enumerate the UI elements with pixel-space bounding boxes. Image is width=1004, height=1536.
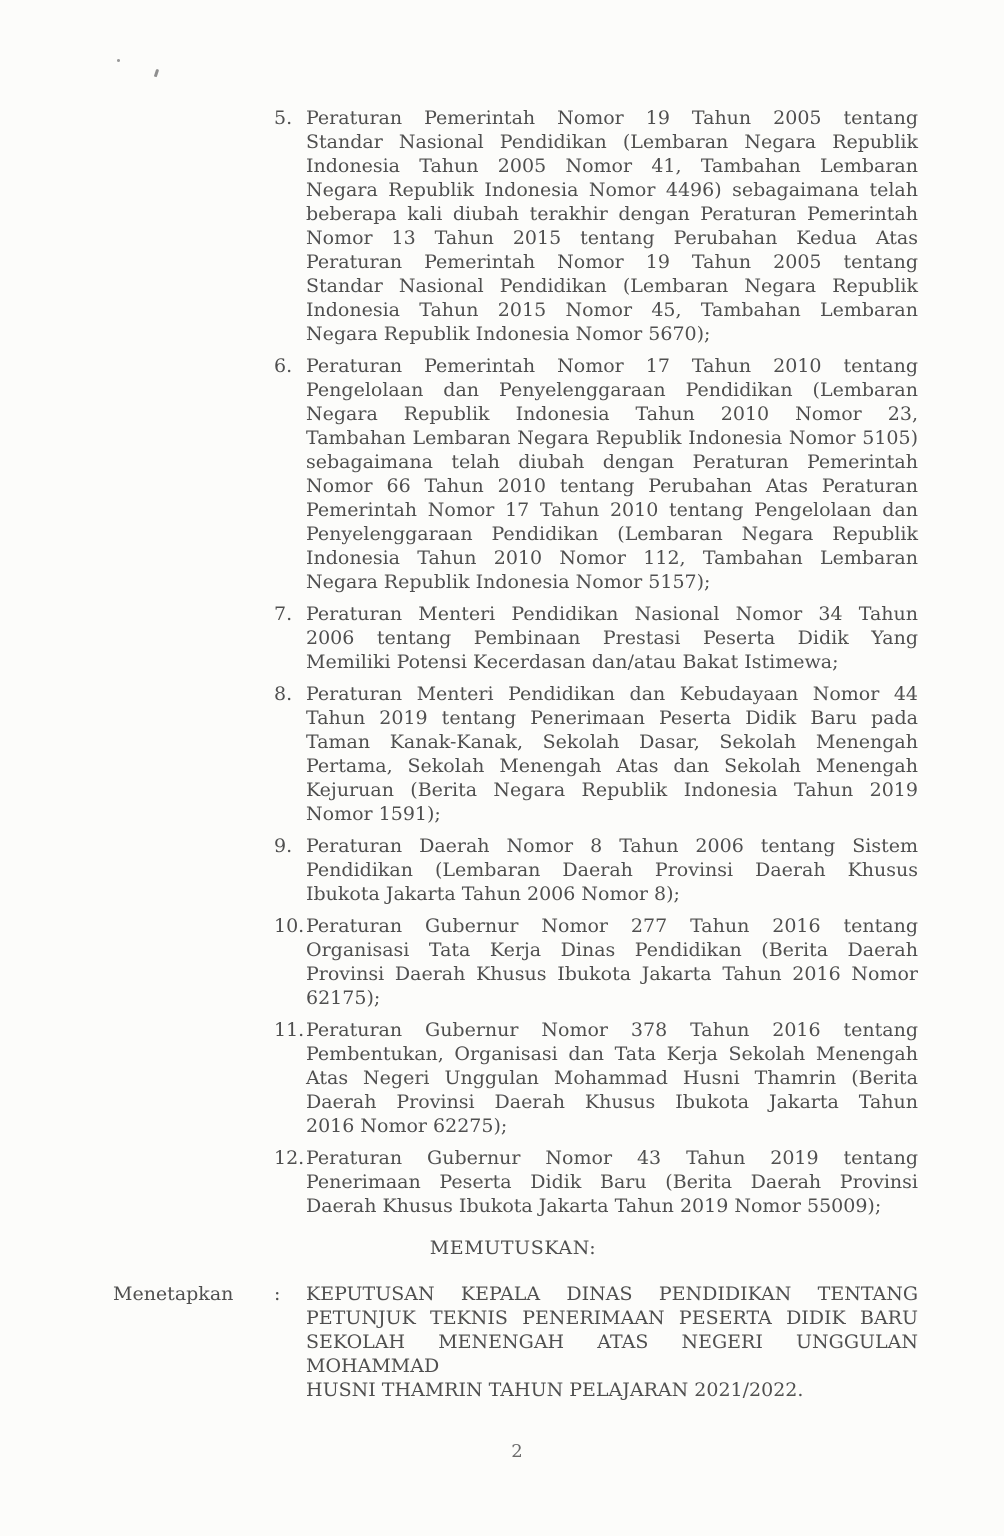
text-line: Negara Republik Indonesia Nomor 4496) sebagaimana telah bbox=[306, 179, 918, 201]
text-line: 62175); bbox=[306, 987, 381, 1009]
scan-speck-comma bbox=[154, 69, 159, 78]
list-item bbox=[274, 1018, 918, 1138]
list-item-number: 6. bbox=[274, 355, 293, 377]
text-line: Peraturan Pemerintah Nomor 19 Tahun 2005 tentang bbox=[306, 251, 918, 273]
text-line: Pembentukan, Organisasi dan Tata Kerja Sekolah Menengah bbox=[306, 1043, 918, 1065]
list-item bbox=[274, 914, 918, 1010]
text-line: Peraturan Menteri Pendidikan Nasional Nomor 34 Tahun bbox=[306, 603, 918, 625]
page-number: 2 bbox=[511, 1441, 523, 1462]
text-line: Peraturan Pemerintah Nomor 17 Tahun 2010 tentang bbox=[306, 355, 918, 377]
text-line: Ibukota Jakarta Tahun 2006 Nomor 8); bbox=[306, 883, 680, 905]
text-line: Negara Republik Indonesia Nomor 5670); bbox=[306, 323, 711, 345]
text-line: Taman Kanak-Kanak, Sekolah Dasar, Sekolah Menengah bbox=[306, 731, 918, 753]
text-line: Nomor 1591); bbox=[306, 803, 441, 825]
text-line: Penerimaan Peserta Didik Baru (Berita Daerah Provinsi bbox=[306, 1171, 918, 1193]
decision-heading: MEMUTUSKAN: bbox=[429, 1237, 597, 1259]
text-line: Tahun 2019 tentang Penerimaan Peserta Didik Baru pada bbox=[306, 707, 918, 729]
list-item-number: 5. bbox=[274, 107, 293, 129]
menetapkan-text bbox=[306, 1282, 918, 1402]
text-line: Negara Republik Indonesia Nomor 5157); bbox=[306, 571, 711, 593]
list-item-number: 9. bbox=[274, 835, 293, 857]
list-item bbox=[274, 602, 918, 674]
text-line: Standar Nasional Pendidikan (Lembaran Negara Republik bbox=[306, 275, 918, 297]
list-item bbox=[274, 1146, 918, 1218]
text-line: Daerah Khusus Ibukota Jakarta Tahun 2019 Nomor 55009); bbox=[306, 1195, 882, 1217]
list-item-number: 10. bbox=[274, 915, 305, 937]
text-line: beberapa kali diubah terakhir dengan Peraturan Pemerintah bbox=[306, 203, 918, 225]
text-line: Pertama, Sekolah Menengah Atas dan Sekolah Menengah bbox=[306, 755, 918, 777]
text-line: Peraturan Gubernur Nomor 378 Tahun 2016 tentang bbox=[306, 1019, 918, 1041]
text-line: Nomor 66 Tahun 2010 tentang Perubahan Atas Peraturan bbox=[306, 475, 918, 497]
menetapkan-colon: : bbox=[274, 1283, 281, 1305]
text-line: Peraturan Pemerintah Nomor 19 Tahun 2005 tentang bbox=[306, 107, 918, 129]
text-line: Peraturan Menteri Pendidikan dan Kebudayaan Nomor 44 bbox=[306, 683, 918, 705]
list-item-text bbox=[306, 1018, 918, 1138]
list-item-text bbox=[306, 834, 918, 906]
text-line: Negara Republik Indonesia Tahun 2010 Nomor 23, bbox=[306, 403, 918, 425]
text-line: Kejuruan (Berita Negara Republik Indonesia Tahun 2019 bbox=[306, 779, 918, 801]
list-item bbox=[274, 834, 918, 906]
text-line: Indonesia Tahun 2010 Nomor 112, Tambahan Lembaran bbox=[306, 547, 918, 569]
text-line: Pengelolaan dan Penyelenggaraan Pendidikan (Lembaran bbox=[306, 379, 918, 401]
text-line: Atas Negeri Unggulan Mohammad Husni Thamrin (Berita bbox=[306, 1067, 918, 1089]
text-line: Standar Nasional Pendidikan (Lembaran Negara Republik bbox=[306, 131, 918, 153]
list-item bbox=[274, 354, 918, 594]
list-item-number: 12. bbox=[274, 1147, 305, 1169]
list-item-number: 7. bbox=[274, 603, 293, 625]
list-item-text bbox=[306, 682, 918, 826]
list-item-text bbox=[306, 602, 918, 674]
text-line: Daerah Provinsi Daerah Khusus Ibukota Jakarta Tahun bbox=[306, 1091, 918, 1113]
text-line: Organisasi Tata Kerja Dinas Pendidikan (Berita Daerah bbox=[306, 939, 918, 961]
list-item bbox=[274, 682, 918, 826]
menetapkan-line: KEPUTUSAN KEPALA DINAS PENDIDIKAN TENTANG bbox=[306, 1283, 918, 1305]
text-line: Pendidikan (Lembaran Daerah Provinsi Daerah Khusus bbox=[306, 859, 918, 881]
list-item-text bbox=[306, 914, 918, 1010]
list-item-number: 11. bbox=[274, 1019, 305, 1041]
text-line: 2006 tentang Pembinaan Prestasi Peserta Didik Yang bbox=[306, 627, 918, 649]
menetapkan-line: HUSNI THAMRIN TAHUN PELAJARAN 2021/2022. bbox=[306, 1379, 804, 1401]
list-item-number: 8. bbox=[274, 683, 293, 705]
text-line: Tambahan Lembaran Negara Republik Indonesia Nomor 5105) bbox=[306, 427, 918, 449]
text-line: Pemerintah Nomor 17 Tahun 2010 tentang Pengelolaan dan bbox=[306, 499, 918, 521]
text-line: sebagaimana telah diubah dengan Peraturan Pemerintah bbox=[306, 451, 918, 473]
text-line: Peraturan Daerah Nomor 8 Tahun 2006 tentang Sistem bbox=[306, 835, 918, 857]
menetapkan-label: Menetapkan bbox=[113, 1283, 234, 1305]
menetapkan-row bbox=[113, 1282, 918, 1402]
list-item-text bbox=[306, 1146, 918, 1218]
menetapkan-line: PETUNJUK TEKNIS PENERIMAAN PESERTA DIDIK BARU bbox=[306, 1307, 918, 1329]
text-line: Memiliki Potensi Kecerdasan dan/atau Bakat Istimewa; bbox=[306, 651, 839, 673]
text-line: Indonesia Tahun 2005 Nomor 41, Tambahan Lembaran bbox=[306, 155, 918, 177]
scan-speck-dot bbox=[117, 59, 120, 62]
list-item-text bbox=[306, 106, 918, 346]
text-line: Peraturan Gubernur Nomor 277 Tahun 2016 tentang bbox=[306, 915, 918, 937]
menetapkan-line: SEKOLAH MENENGAH ATAS NEGERI UNGGULAN MOHAMMAD bbox=[306, 1331, 918, 1377]
text-line: 2016 Nomor 62275); bbox=[306, 1115, 508, 1137]
text-line: Indonesia Tahun 2015 Nomor 45, Tambahan Lembaran bbox=[306, 299, 918, 321]
legal-basis-list bbox=[274, 106, 918, 1226]
list-item bbox=[274, 106, 918, 346]
list-item-text bbox=[306, 354, 918, 594]
text-line: Provinsi Daerah Khusus Ibukota Jakarta Tahun 2016 Nomor bbox=[306, 963, 918, 985]
text-line: Nomor 13 Tahun 2015 tentang Perubahan Kedua Atas bbox=[306, 227, 918, 249]
text-line: Penyelenggaraan Pendidikan (Lembaran Negara Republik bbox=[306, 523, 918, 545]
text-line: Peraturan Gubernur Nomor 43 Tahun 2019 tentang bbox=[306, 1147, 918, 1169]
